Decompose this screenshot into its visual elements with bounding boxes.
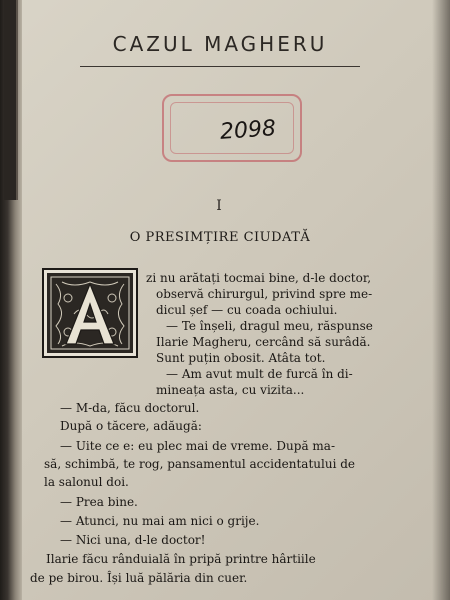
text-line: la salonul doi. [44,475,129,489]
text-line: de pe birou. Își luă pălăria din cuer. [30,571,248,585]
text-line: — Am avut mult de furcă în di- [166,367,353,381]
catalog-number: 2098 [219,116,277,145]
text-line: — Uite ce e: eu plec mai de vreme. După ma- [60,439,335,453]
text-line: După o tăcere, adăugă: [60,419,202,433]
drop-cap-ornament-icon [44,270,136,356]
text-line: Ilarie făcu rânduială în pripă printre hârtiile [46,552,316,566]
text-line: dicul șef — cu coada ochiului. [156,303,338,317]
text-line: zi nu arătați tocmai bine, d-le doctor, [146,271,372,285]
running-header: CAZUL MAGHERU [112,32,328,56]
text-line: — Atunci, nu mai am nici o grije. [60,514,260,528]
text-line: mineața asta, cu vizita... [156,383,305,397]
text-line: — M-da, făcu doctorul. [60,401,200,415]
text-line: Sunt puțin obosit. Atâta tot. [156,351,326,365]
book-spine [0,0,22,600]
spine-edge [4,0,18,200]
text-line: Ilarie Magheru, cercând să surâdă. [156,335,371,349]
text-line: observă chirurgul, privind spre me- [156,287,373,301]
page-shadow [432,0,450,600]
text-line: — Nici una, d-le doctor! [60,533,206,547]
text-line: — Prea bine. [60,495,138,509]
text-line: să, schimbă, te rog, pansamentul accidentatului de [44,457,356,471]
header-rule [80,66,360,67]
chapter-title: O PRESIMȚIRE CIUDATĂ [129,230,311,245]
drop-cap-initial [42,268,138,358]
chapter-number: I [216,198,222,214]
text-line: — Te înșeli, dragul meu, răspunse [166,319,373,333]
